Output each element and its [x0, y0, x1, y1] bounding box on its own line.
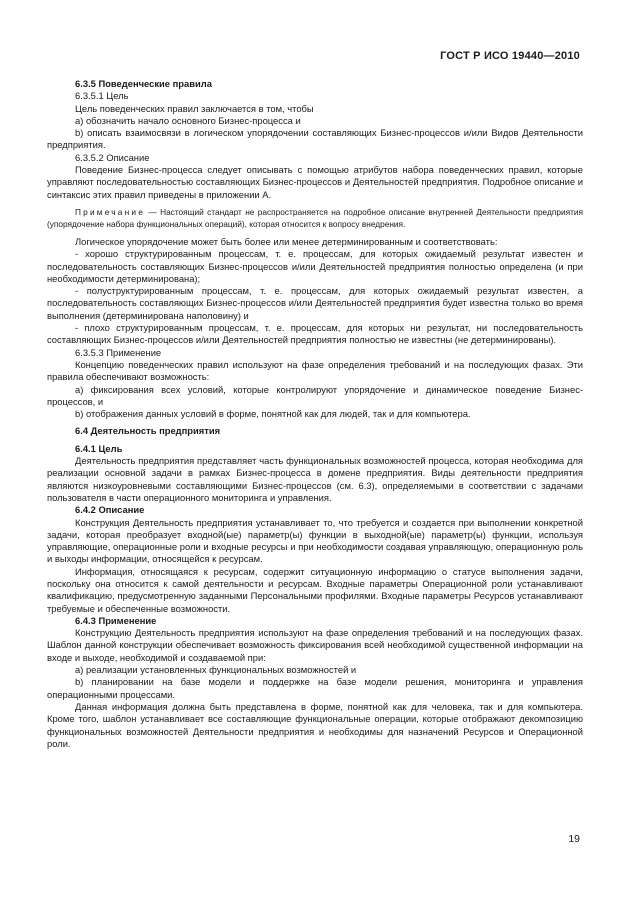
standard-header: ГОСТ Р ИСО 19440—2010: [440, 50, 580, 62]
paragraph: Информация, относящаяся к ресурсам, содержит ситуационную информацию о статусе выполнения задачи, поскольку она относится к самой деятельности и ресурсам. Входные параметры Операционной роли устанавливают квалификацию, предусмотренную заданными Персональными профилями. Входные параметры Ресурсов устанавливают требуемые и обеспеченные возможности.: [47, 565, 583, 614]
section-heading-6-4: 6.4 Деятельность предприятия: [75, 425, 221, 437]
paragraph: Логическое упорядочение может быть более или менее детерминированным и соответствовать:: [75, 235, 498, 247]
page-number: 19: [568, 833, 580, 845]
section-heading-6-3-5: 6.3.5 Поведенческие правила: [75, 78, 212, 89]
paragraph: Конструкция Деятельность предприятия устанавливает то, что требуется и создается при выполнении конкретной задачи, которая преобразует входной(ые) параметр(ы) функции в выходной(ые) параметр(ы) функции, используя управляющие, операционные роли и входные ресурсы и при необходимости создавая управляющую, операционную роль и выходы информации, относящейся к ресурсам.: [47, 516, 583, 565]
list-item: - плохо структурированным процессам, т. е. процессам, для которых ни результат, ни последовательность составляющих Бизнес-процессов и/или Деятельностей предприятия полностью не известны (не детерминированы).: [47, 322, 583, 346]
subsection-heading-6-4-2: 6.4.2 Описание: [75, 504, 145, 516]
document-body: [47, 78, 583, 750]
list-item: - хорошо структурированным процессам, т. е. процессам, для которых ожидаемый результат известен и последовательность составляющих Бизнес-процессов и/или Деятельностей предприятия полностью определена (и при необходимости детерминирована);: [47, 248, 583, 284]
paragraph: Деятельность предприятия представляет часть функциональных возможностей процесса, которая необходима для реализации основной задачи в рамках Бизнес-процесса в домене предприятия. Виды деятельности предприятия являются низкоуровневыми составляющими Бизнес-процессов (см. 6.3), определяемыми в соответствии с задачами пользователя в части операционного мониторинга и управления.: [47, 455, 583, 503]
list-item: а) обозначить начало основного Бизнес-процесса и: [75, 114, 301, 126]
paragraph: Конструкцию Деятельность предприятия используют на фазе определения требований и на последующих фазах. Шаблон данной конструкции обеспечивает возможность фиксирования всей необходимой существенной информации на входе и выходе, необходимой и создаваемой при:: [47, 627, 583, 663]
paragraph: Цель поведенческих правил заключается в том, чтобы: [75, 102, 314, 114]
list-item: b) планировании на базе модели и поддержке на базе модели решения, мониторинга и управления операционными процессами.: [47, 676, 583, 700]
subsection-heading-6-4-1: 6.4.1 Цель: [75, 442, 123, 454]
note-label: Примечание: [75, 206, 146, 217]
note: [47, 206, 583, 230]
note-text: — Настоящий стандарт не распространяется на подробное описание внутренней Деятельности предприятия (упорядочение набора функциональных операций), которая относится к вопросу внедрения.: [47, 206, 583, 229]
list-item: а) фиксирования всех условий, которые контролируют упорядочение и динамическое поведение Бизнес-процессов, и: [47, 383, 583, 407]
subsection-title-6-3-5-1: 6.3.5.1 Цель: [75, 90, 129, 102]
list-item: b) отображения данных условий в форме, понятной как для людей, так и для компьютера.: [75, 408, 471, 420]
list-item: b) описать взаимосвязи в логическом упорядочении составляющих Бизнес-процессов и/или Видов Деятельности предприятия.: [47, 127, 583, 151]
paragraph: Поведение Бизнес-процесса следует описывать с помощью атрибутов набора поведенческих правил, которые управляют последовательностью составляющих Бизнес-процессов и Деятельностей предприятия. Подробное описание и синтаксис этих правил приведены в приложении А.: [47, 164, 583, 200]
list-item: а) реализации установленных функциональных возможностей и: [75, 664, 357, 676]
subsection-heading-6-4-3: 6.4.3 Применение: [75, 614, 157, 626]
list-item: - полуструктурированным процессам, т. е. процессам, для которых ожидаемый результат известен, а последовательность составляющих Бизнес-процессов и/или Деятельностей предприятия будет известна только во время выполнения (детерминирована наполовину) и: [47, 285, 583, 321]
subsection-title-6-3-5-2: 6.3.5.2 Описание: [75, 151, 150, 163]
subsection-title-6-3-5-3: 6.3.5.3 Применение: [75, 346, 162, 358]
paragraph: Данная информация должна быть представлена в форме, понятной как для человека, так и для компьютера. Кроме того, шаблон устанавливает все составляющие функциональные операции, которые отображают декомпозицию функциональных возможностей Деятельности предприятия и необходимы для назначений Ресурсов и Операционной роли.: [47, 700, 583, 749]
paragraph: Концепцию поведенческих правил используют на фазе определения требований и на последующих фазах. Эти правила обеспечивают возможность:: [47, 358, 583, 383]
